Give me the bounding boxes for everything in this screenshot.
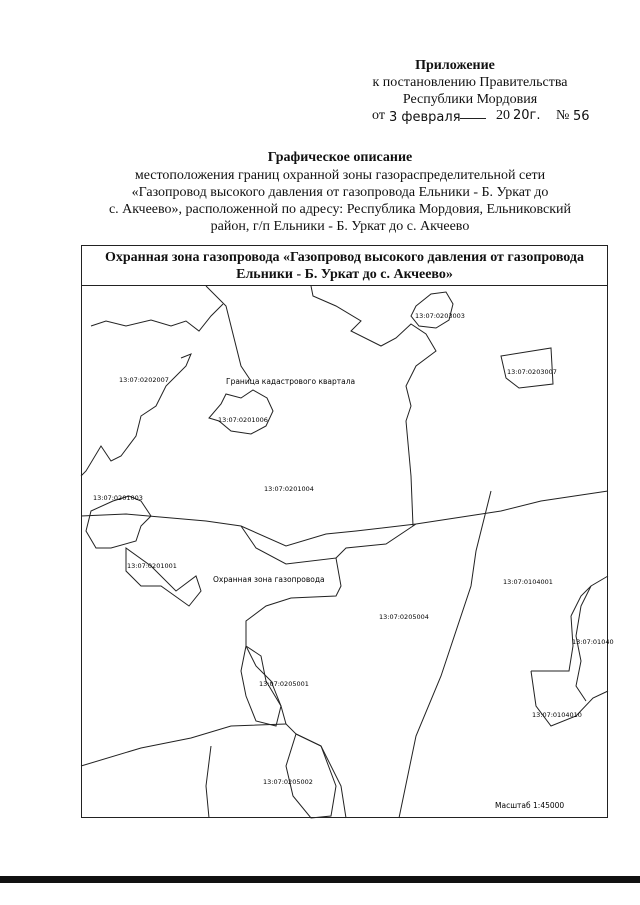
map-header-line-2: Ельники - Б. Уркат до с. Акчеево»	[236, 267, 453, 282]
label-0201001: 13:07:0201001	[127, 562, 177, 570]
map-header	[81, 245, 608, 286]
appendix-line-1: к постановлению Правительства	[372, 75, 568, 90]
label-0201003: 13:07:0201003	[93, 494, 143, 502]
label-0202007: 13:07:0202007	[119, 376, 169, 384]
decree-number: 56	[573, 109, 590, 124]
map-header-line-1: Охранная зона газопровода «Газопровод высокого давления от газопровода	[105, 250, 584, 265]
boundary-line	[81, 491, 608, 546]
label-border: Граница кадастрового квартала	[226, 377, 356, 386]
label-0104010a: 13:07:01040	[572, 638, 614, 646]
label-0205004: 13:07:0205004	[379, 613, 429, 621]
boundary-line	[91, 304, 223, 331]
description-title: Графическое описание	[267, 150, 413, 165]
boundary-line	[206, 286, 251, 381]
decree-date-underline	[460, 118, 486, 119]
label-0104001: 13:07:0104001	[503, 578, 553, 586]
decree-number-sign: №	[556, 108, 570, 123]
boundary-line	[81, 724, 286, 766]
label-0203007: 13:07:0203007	[507, 368, 557, 376]
label-0201006: 13:07:0201006	[218, 416, 268, 424]
description-line-4: район, г/п Ельники - Б. Уркат до с. Акчеево	[210, 219, 470, 234]
label-0205002: 13:07:0205002	[263, 778, 313, 786]
decree-date: 3 февраля	[389, 110, 461, 125]
label-0203003: 13:07:0203003	[415, 312, 465, 320]
label-zone: Охранная зона газопровода	[213, 575, 325, 584]
parcel-0201006	[209, 390, 273, 434]
boundary-line	[126, 548, 201, 606]
description-line-1: местоположения границ охранной зоны газораспределительной сети	[134, 168, 546, 183]
boundary-line	[241, 526, 346, 818]
boundary-line	[571, 576, 608, 616]
boundary-line	[206, 746, 211, 818]
label-0205001: 13:07:0205001	[259, 680, 309, 688]
boundary-line	[399, 491, 491, 818]
boundary-line	[311, 286, 436, 526]
decree-from: от	[372, 108, 385, 123]
description-line-2: «Газопровод высокого давления от газопровода Ельники - Б. Уркат до	[131, 185, 549, 200]
appendix-title: Приложение	[415, 58, 495, 73]
map-linework	[81, 286, 608, 818]
cadastral-map	[81, 286, 614, 818]
decree-year: 20г.	[513, 108, 541, 123]
decree-year-prefix: 20	[496, 108, 510, 123]
parcel-0203003	[411, 292, 453, 328]
appendix-line-2: Республики Мордовия	[402, 92, 538, 107]
boundary-line	[81, 354, 191, 476]
parcel-0205002	[286, 734, 336, 818]
boundary-line	[86, 496, 151, 548]
label-0104010b: 13:07:0104010	[532, 711, 582, 719]
boundary-line	[531, 616, 573, 671]
label-0201004: 13:07:0201004	[264, 485, 314, 493]
scale-label: Масштаб 1:45000	[495, 801, 565, 810]
description-line-3: с. Акчеево», расположенной по адресу: Республика Мордовия, Ельниковский	[108, 202, 572, 217]
scan-edge-bar	[0, 876, 640, 883]
